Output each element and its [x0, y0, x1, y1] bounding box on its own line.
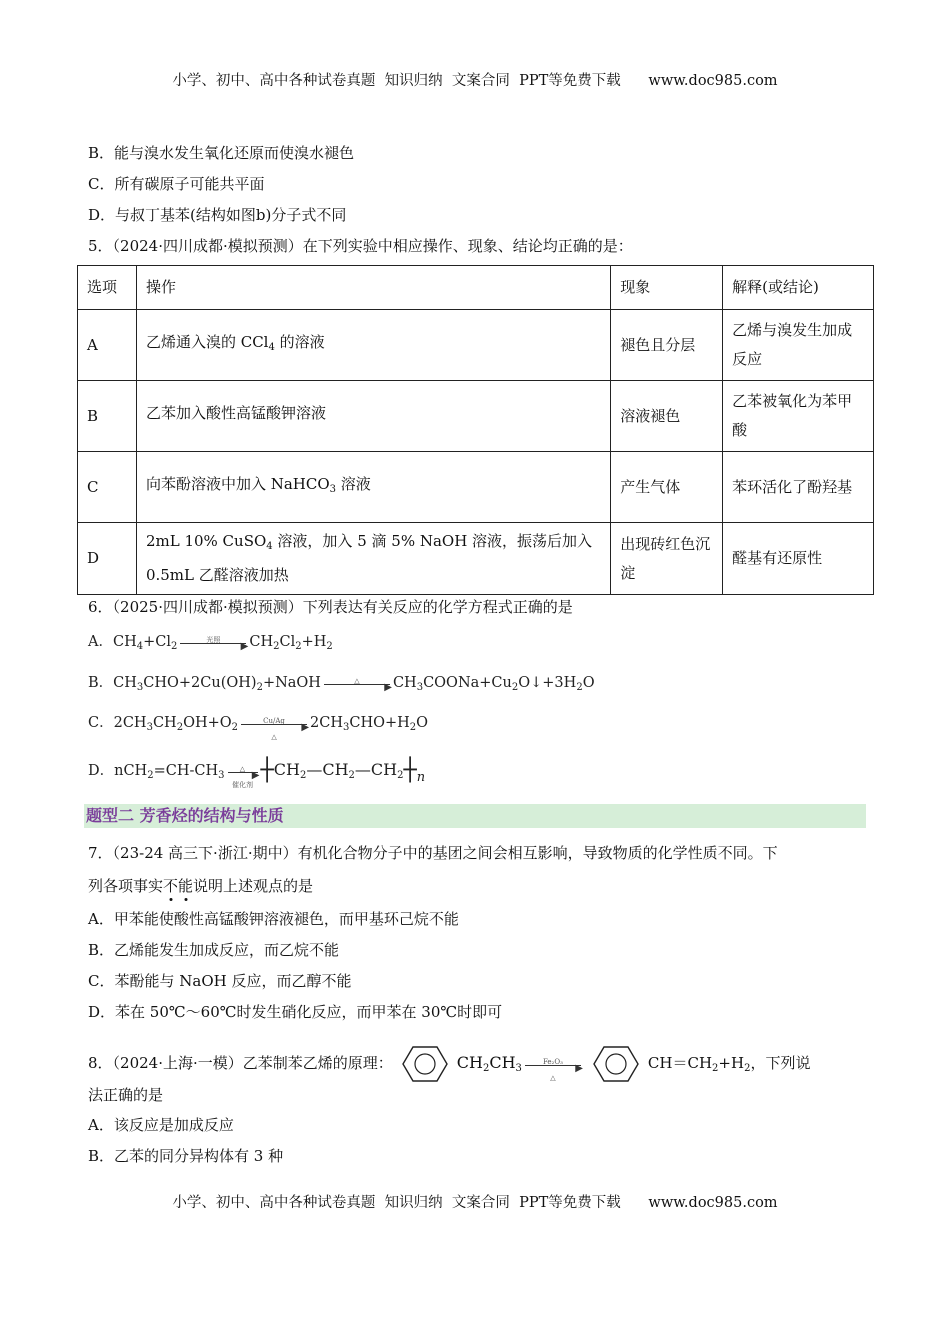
experiment-table [77, 265, 874, 595]
row-operation: 向苯酚溶液中加入 NaHCO$_3$ 溶液 [136, 452, 610, 523]
q7-option-d: D．苯在 50℃～60℃时发生硝化反应，而甲苯在 30℃时即可 [88, 1003, 503, 1021]
reaction-arrow: △ ▶ [324, 676, 390, 690]
row-option: D [78, 523, 137, 595]
row-option: C [78, 452, 137, 523]
q5-stem: 5．（2024·四川成都·模拟预测）在下列实验中相应操作、现象、结论均正确的是： [88, 237, 633, 255]
row-phenomenon: 溶液褪色 [611, 381, 723, 452]
table-row [78, 452, 874, 523]
row-operation: 2mL 10% CuSO$_4$ 溶液，加入 5 滴 5% NaOH 溶液，振荡后加入 0.5mL 乙醛溶液加热 [136, 523, 610, 595]
q6-option-a: A．$CH_4+Cl_2$ 光照 ▶ $CH_2Cl_2+H_2$ [88, 634, 333, 652]
q4-option-d: D．与叔丁基苯(结构如图b)分子式不同 [88, 206, 347, 224]
table-header-row [78, 266, 874, 310]
row-conclusion: 乙烯与溴发生加成反应 [723, 310, 874, 381]
benzene-ring-icon [393, 1044, 457, 1084]
row-operation: 乙苯加入酸性高锰酸钾溶液 [136, 381, 610, 452]
benzene-ring-icon [584, 1044, 648, 1084]
q7-stem-line1: 7．（23-24 高三下·浙江·期中）有机化合物分子中的基团之间会相互影响，导致物质的化学性质不同。下 [88, 844, 778, 862]
reaction-arrow: Fe₂O₃ ▶ △ [525, 1057, 581, 1071]
reaction-arrow: Cu/Ag ▶ △ [241, 716, 307, 730]
header-operation: 操作 [136, 266, 610, 310]
q4-option-b: B．能与溴水发生氧化还原而使溴水褪色 [88, 144, 355, 162]
q8-stem-line2: 法正确的是 [88, 1086, 164, 1104]
header-conclusion: 解释(或结论) [723, 266, 874, 310]
section-title: 题型二 芳香烃的结构与性质 [84, 804, 866, 828]
q7-option-c: C．苯酚能与 NaOH 反应，而乙醇不能 [88, 972, 352, 990]
q8-option-b: B．乙苯的同分异构体有 3 种 [88, 1147, 284, 1165]
row-conclusion: 乙苯被氧化为苯甲酸 [723, 381, 874, 452]
header-phenomenon: 现象 [611, 266, 723, 310]
q6-option-b: B．$CH_3CHO+2Cu(OH)_2+NaOH$ △ ▶ $CH_3COONa+Cu_2O↓+3H_2O$ [88, 675, 595, 693]
table-row [78, 310, 874, 381]
row-option: A [78, 310, 137, 381]
page-footer: 小学、初中、高中各种试卷真题 知识归纳 文案合同 PPT等免费下载 www.doc985.com [172, 1195, 778, 1211]
row-phenomenon: 褪色且分层 [611, 310, 723, 381]
q6-option-c: C．$2CH_3CH_2OH+O_2$ Cu/Ag ▶ △ $2CH_3CHO+H_2O$ [88, 715, 429, 741]
q4-option-c: C．所有碳原子可能共平面 [88, 175, 265, 193]
table-row [78, 523, 874, 595]
q8-stem-line1: 8．（2024·上海·一模）乙苯制苯乙烯的原理： $CH_2CH_3$ Fe₂O₃ ▶ △ $CH=CH_2+H_2$，下列说 [88, 1044, 810, 1084]
page-header: 小学、初中、高中各种试卷真题 知识归纳 文案合同 PPT等免费下载 www.doc985.com [172, 73, 778, 89]
reaction-arrow: 光照 ▶ [180, 635, 246, 649]
q6-stem: 6．（2025·四川成都·模拟预测）下列表达有关反应的化学方程式正确的是 [88, 598, 573, 616]
q8-option-a: A．该反应是加成反应 [88, 1116, 234, 1134]
row-phenomenon: 产生气体 [611, 452, 723, 523]
row-operation: 乙烯通入溴的 CCl$_4$ 的溶液 [136, 310, 610, 381]
row-conclusion: 醛基有还原性 [723, 523, 874, 595]
reaction-arrow: △ ▶ 催化剂 [228, 764, 258, 778]
q7-option-b: B．乙烯能发生加成反应，而乙烷不能 [88, 941, 340, 959]
row-option: B [78, 381, 137, 452]
q7-option-a: A．甲苯能使酸性高锰酸钾溶液褪色，而甲基环己烷不能 [88, 910, 459, 928]
q6-option-d: D．$nCH_2=CH-CH_3$ △ ▶ 催化剂 $┼CH_2—CH_2—CH_2┼_n$ [88, 758, 426, 789]
row-phenomenon: 出现砖红色沉淀 [611, 523, 723, 595]
table-row [78, 381, 874, 452]
q7-stem-line2: 列各项事实不能说明上述观点的是 [88, 877, 314, 895]
header-option: 选项 [78, 266, 137, 310]
row-conclusion: 苯环活化了酚羟基 [723, 452, 874, 523]
